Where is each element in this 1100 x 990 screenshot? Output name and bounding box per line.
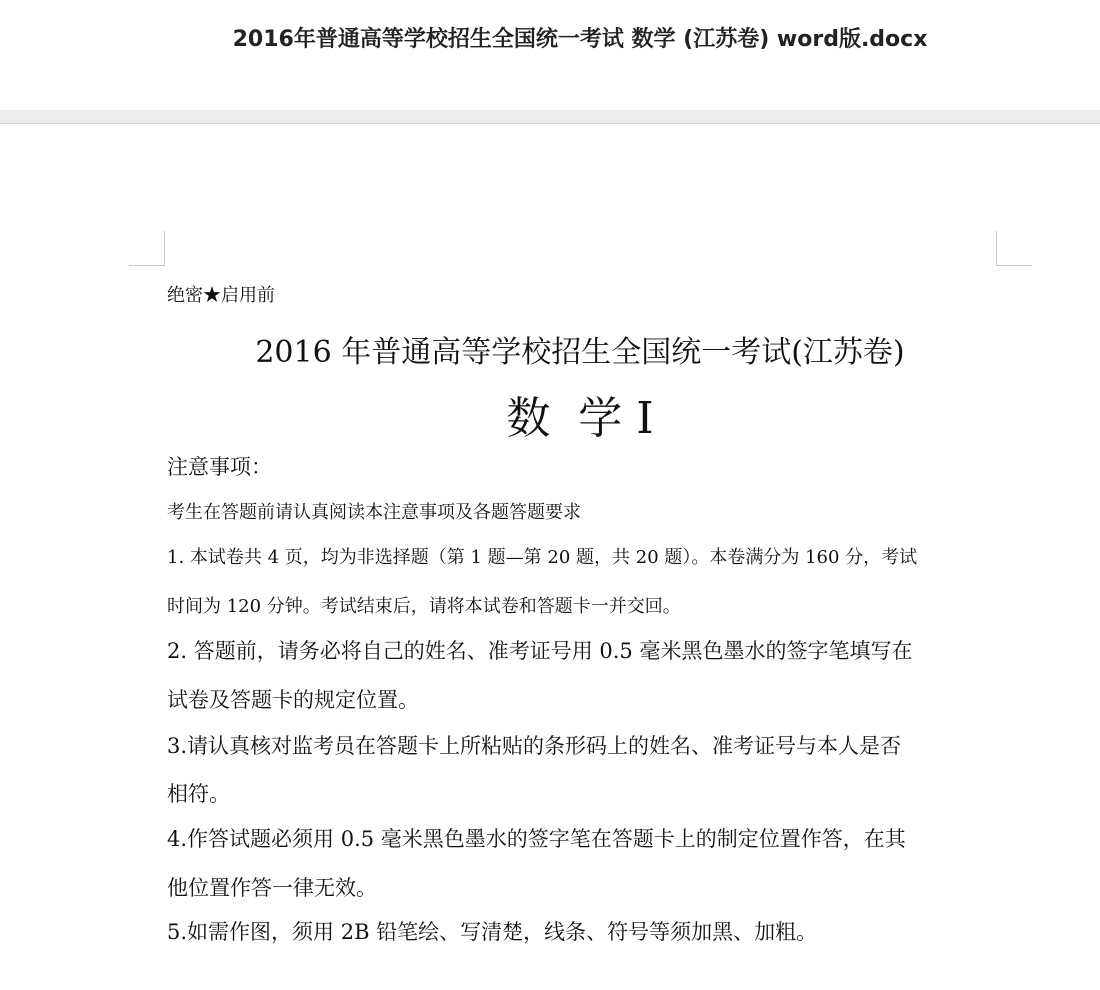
- margin-corner-top-left: [129, 231, 165, 266]
- notice-item-2-line-1: 2. 答题前，请务必将自己的姓名、准考证号用 0.5 毫米黑色墨水的签字笔填写在: [167, 639, 913, 663]
- notice-item-4-line-2: 他位置作答一律无效。: [167, 876, 377, 900]
- notice-item-3-line-2: 相符。: [167, 782, 230, 806]
- notice-item-2-line-2: 试卷及答题卡的规定位置。: [167, 688, 419, 712]
- page-separator: [0, 110, 1100, 124]
- title-bar: [0, 0, 1100, 110]
- notice-intro: 考生在答题前请认真阅读本注意事项及各题答题要求: [167, 502, 581, 523]
- document-page: [0, 124, 1100, 990]
- margin-corner-top-right: [996, 231, 1032, 266]
- notice-item-1-line-2: 时间为 120 分钟。考试结束后，请将本试卷和答题卡一并交回。: [167, 596, 681, 617]
- notice-heading: 注意事项：: [167, 455, 272, 479]
- document-title: 2016年普通高等学校招生全国统一考试 数学 (江苏卷) word版.docx: [232, 27, 928, 52]
- notice-item-4-line-1: 4.作答试题必须用 0.5 毫米黑色墨水的签字笔在答题卡上的制定位置作答，在其: [167, 827, 906, 851]
- secret-label: 绝密★启用前: [167, 285, 275, 306]
- exam-title: 2016 年普通高等学校招生全国统一考试(江苏卷): [255, 335, 905, 370]
- notice-item-1-line-1: 1. 本试卷共 4 页，均为非选择题（第 1 题—第 20 题，共 20 题）。本卷满分为 160 分，考试: [167, 547, 918, 568]
- subject-title: 数 学 Ⅰ: [506, 393, 654, 444]
- notice-item-3-line-1: 3.请认真核对监考员在答题卡上所粘贴的条形码上的姓名、准考证号与本人是否: [167, 734, 902, 758]
- notice-item-5-line-1: 5.如需作图，须用 2B 铅笔绘、写清楚，线条、符号等须加黑、加粗。: [167, 920, 818, 944]
